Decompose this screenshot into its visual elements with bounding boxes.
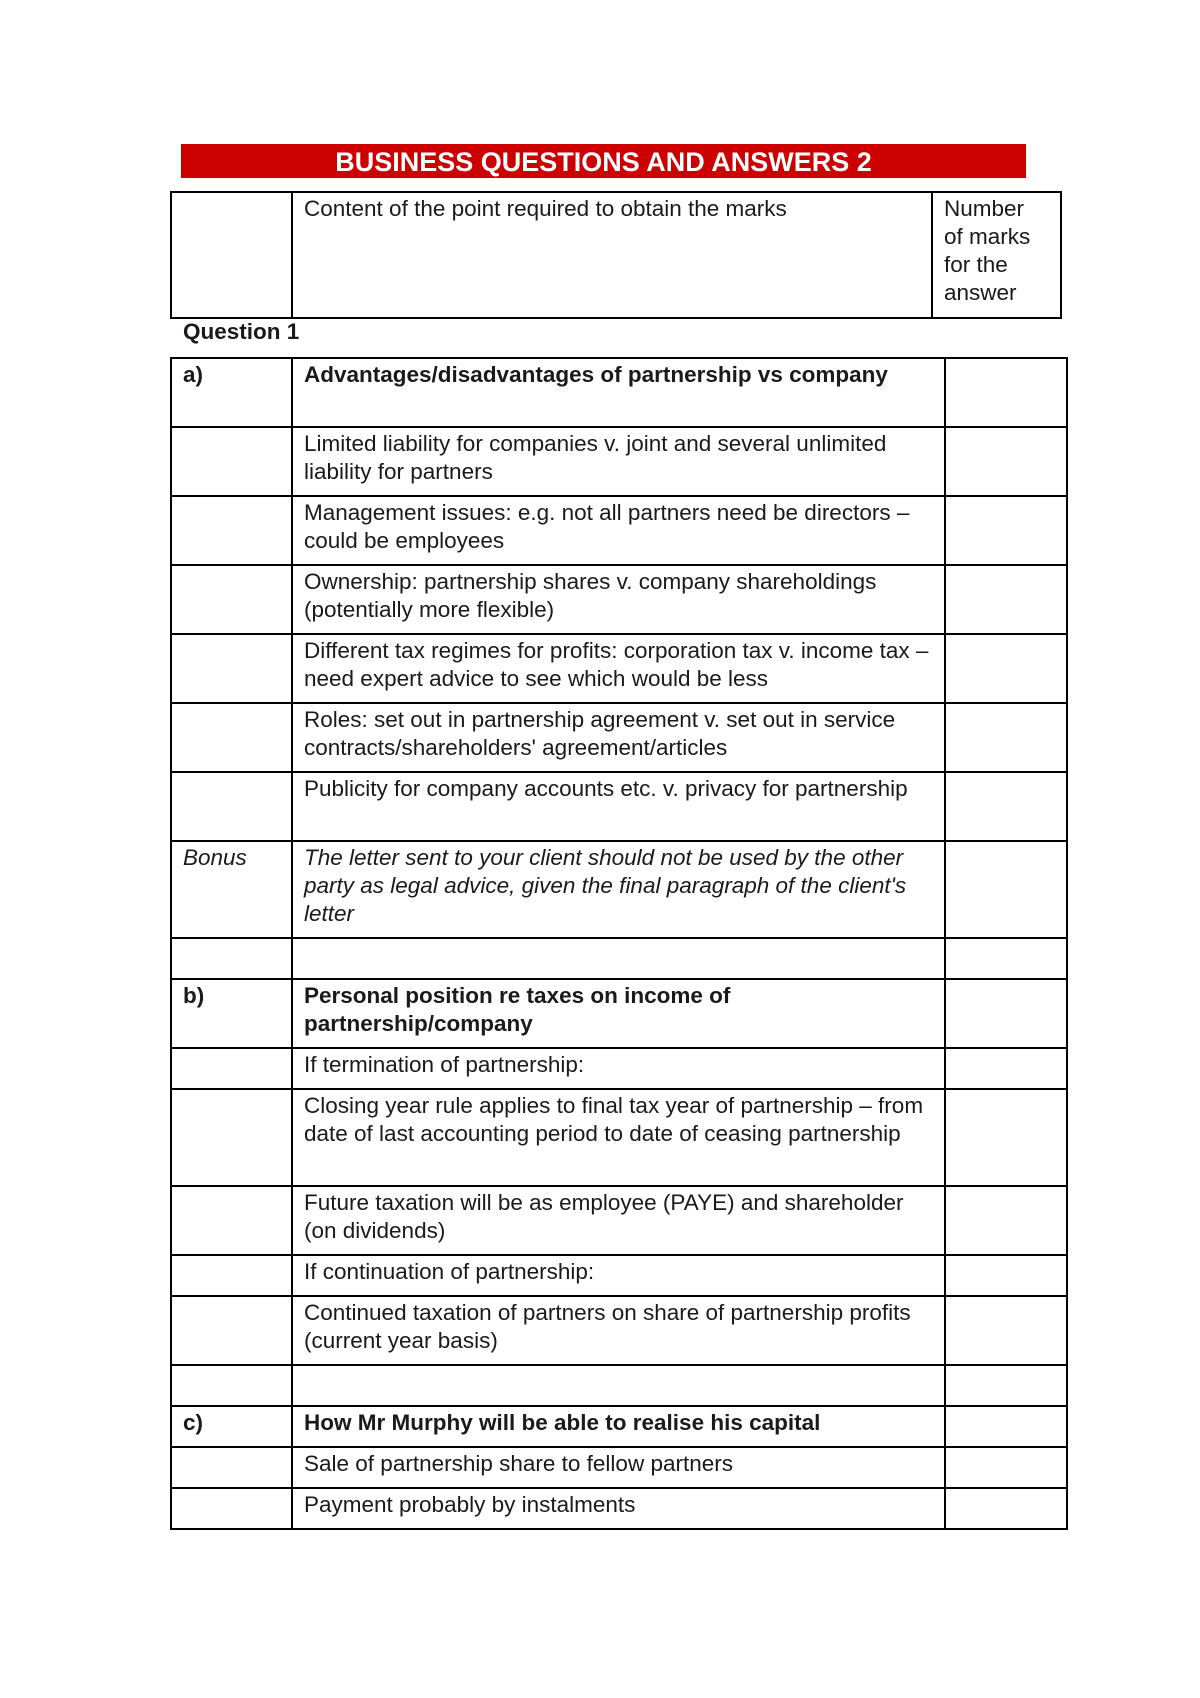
row-label-cell [171, 1048, 292, 1089]
header-table [170, 191, 1062, 319]
row-label-cell [171, 938, 292, 979]
row-label-cell [171, 703, 292, 772]
row-content-cell [292, 938, 945, 979]
row-marks-cell [945, 1255, 1067, 1296]
table-row [171, 358, 1067, 427]
row-content-cell: Management issues: e.g. not all partners need be directors – could be employees [292, 496, 945, 565]
header-row [171, 192, 1061, 318]
row-content-cell: If continuation of partnership: [292, 1255, 945, 1296]
table-row [171, 1488, 1067, 1529]
row-marks-cell [945, 1488, 1067, 1529]
row-label-cell [171, 1255, 292, 1296]
row-content-cell: Roles: set out in partnership agreement v. set out in service contracts/shareholders' agreement/articles [292, 703, 945, 772]
row-marks-cell [945, 979, 1067, 1048]
row-label-cell [171, 634, 292, 703]
row-label-cell [171, 1296, 292, 1365]
row-label-cell [171, 1186, 292, 1255]
content-heading-cell: Content of the point required to obtain the marks [292, 192, 932, 318]
table-row [171, 1186, 1067, 1255]
row-content-cell: How Mr Murphy will be able to realise his capital [292, 1406, 945, 1447]
table-row [171, 1089, 1067, 1186]
row-marks-cell [945, 496, 1067, 565]
table-row [171, 496, 1067, 565]
row-label-cell [171, 1365, 292, 1406]
row-marks-cell [945, 1089, 1067, 1186]
row-marks-cell [945, 772, 1067, 841]
table-row [171, 565, 1067, 634]
row-label-cell [171, 1089, 292, 1186]
row-marks-cell [945, 427, 1067, 496]
marks-heading-cell: Number of marks for the answer [932, 192, 1061, 318]
row-marks-cell [945, 565, 1067, 634]
row-label-cell [171, 1488, 292, 1529]
table-row [171, 1447, 1067, 1488]
table-row [171, 938, 1067, 979]
row-content-cell [292, 1365, 945, 1406]
table-row [171, 1048, 1067, 1089]
row-label-cell: a) [171, 358, 292, 427]
row-content-cell: Ownership: partnership shares v. company shareholdings (potentially more flexible) [292, 565, 945, 634]
row-marks-cell [945, 1447, 1067, 1488]
page-title-banner: BUSINESS QUESTIONS AND ANSWERS 2 [181, 144, 1026, 178]
row-label-cell [171, 427, 292, 496]
marks-table [170, 357, 1068, 1530]
table-row [171, 1255, 1067, 1296]
row-content-cell: Publicity for company accounts etc. v. privacy for partnership [292, 772, 945, 841]
row-content-cell: Continued taxation of partners on share of partnership profits (current year basis) [292, 1296, 945, 1365]
row-content-cell: If termination of partnership: [292, 1048, 945, 1089]
table-row [171, 1406, 1067, 1447]
table-row [171, 427, 1067, 496]
table-row [171, 634, 1067, 703]
row-marks-cell [945, 1048, 1067, 1089]
row-marks-cell [945, 1406, 1067, 1447]
row-marks-cell [945, 703, 1067, 772]
row-marks-cell [945, 358, 1067, 427]
row-content-cell: Sale of partnership share to fellow partners [292, 1447, 945, 1488]
table-row [171, 703, 1067, 772]
row-content-cell: Personal position re taxes on income of partnership/company [292, 979, 945, 1048]
row-label-cell: b) [171, 979, 292, 1048]
row-content-cell: Payment probably by instalments [292, 1488, 945, 1529]
table-row [171, 979, 1067, 1048]
row-label-cell: Bonus [171, 841, 292, 938]
question-label: Question 1 [183, 319, 300, 344]
row-content-cell: Closing year rule applies to final tax year of partnership – from date of last accounting period to date of ceasing partnership [292, 1089, 945, 1186]
row-content-cell: Different tax regimes for profits: corporation tax v. income tax – need expert advice to see which would be less [292, 634, 945, 703]
row-label-cell [171, 772, 292, 841]
marks-table-body [171, 358, 1067, 1529]
row-marks-cell [945, 634, 1067, 703]
table-row [171, 1365, 1067, 1406]
table-row [171, 772, 1067, 841]
row-marks-cell [945, 1296, 1067, 1365]
row-label-cell [171, 565, 292, 634]
row-content-cell: The letter sent to your client should not be used by the other party as legal advice, given the final paragraph of the client's letter [292, 841, 945, 938]
table-row [171, 1296, 1067, 1365]
row-marks-cell [945, 938, 1067, 979]
row-marks-cell [945, 1186, 1067, 1255]
row-marks-cell [945, 841, 1067, 938]
table-row [171, 841, 1067, 938]
header-label-cell [171, 192, 292, 318]
row-content-cell: Future taxation will be as employee (PAYE) and shareholder (on dividends) [292, 1186, 945, 1255]
row-marks-cell [945, 1365, 1067, 1406]
row-content-cell: Advantages/disadvantages of partnership vs company [292, 358, 945, 427]
row-label-cell: c) [171, 1406, 292, 1447]
row-label-cell [171, 1447, 292, 1488]
row-content-cell: Limited liability for companies v. joint and several unlimited liability for partners [292, 427, 945, 496]
row-label-cell [171, 496, 292, 565]
